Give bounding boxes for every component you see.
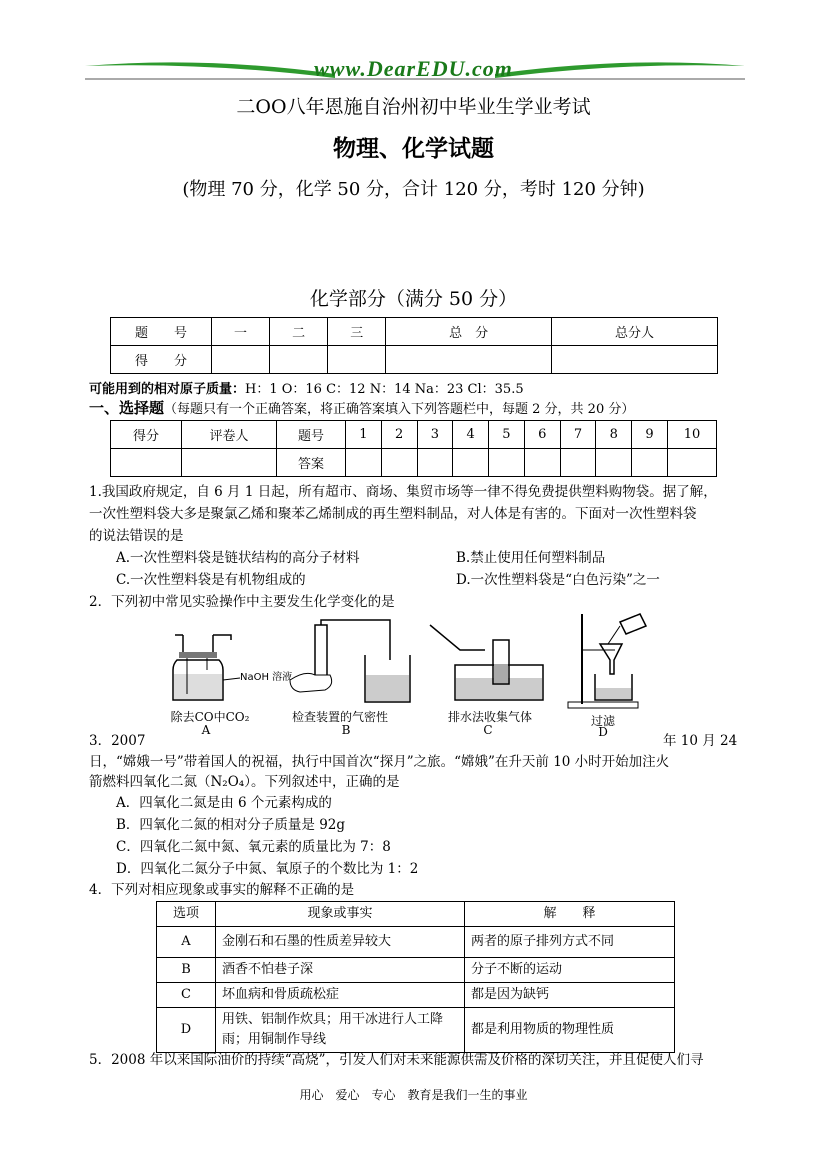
q4-explain-cell: 都是因为缺钙 — [465, 983, 675, 1008]
answer-header-cell: 1 — [346, 421, 382, 449]
answer-input-cell[interactable] — [560, 449, 596, 477]
q3-option-a[interactable]: A．四氧化二氮是由 6 个元素构成的 — [116, 795, 332, 811]
answer-input-cell[interactable] — [417, 449, 453, 477]
q4-explain-cell: 分子不断的运动 — [465, 958, 675, 983]
naoh-label: NaOH 溶液 — [240, 672, 293, 683]
q3-option-b[interactable]: B．四氧化二氮的相对分子质量是 92g — [116, 817, 346, 833]
q3-option-d[interactable]: D．四氧化二氮分子中氮、氧原子的个数比为 1：2 — [116, 861, 419, 877]
answer-input-cell[interactable] — [453, 449, 489, 477]
q4-fact-cell: 酒香不怕巷子深 — [216, 958, 465, 983]
answer-input-cell[interactable] — [668, 449, 717, 477]
answer-header-cell: 6 — [524, 421, 560, 449]
answer-header-cell: 8 — [596, 421, 632, 449]
q4-option-cell: A — [157, 927, 216, 958]
figure-b-caption: 检查装置的气密性 — [291, 710, 388, 724]
answer-header-cell: 3 — [417, 421, 453, 449]
answer-header-cell: 4 — [453, 421, 489, 449]
answer-table — [110, 420, 717, 477]
answer-input-cell[interactable] — [381, 449, 417, 477]
q3-stem-line: 日，“嫦娥一号”带着国人的祝福，执行中国首次“探月”之旅。“嫦娥”在升天前 10 小时开始加注火 — [89, 754, 670, 770]
page-footer: 用心 爱心 专心 教育是我们一生的事业 — [299, 1088, 528, 1102]
table-row — [157, 902, 675, 927]
score-input-cell[interactable] — [386, 346, 552, 374]
water-displacement-figure — [425, 620, 545, 708]
q5-stem-line: 5．2008 年以来国际油价的持续“高烧”，引发人们对未来能源供需及价格的深切关注，并且促使人们寻 — [89, 1052, 704, 1068]
score-table-cell: 二 — [270, 318, 328, 346]
q1-option-b[interactable]: B.禁止使用任何塑料制品 — [456, 550, 606, 566]
q4-fact-cell: 金刚石和石墨的性质差异较大 — [216, 927, 465, 958]
atomic-mass-values: H：1 O：16 C：12 N：14 Na：23 Cl：35.5 — [245, 382, 524, 397]
table-row — [157, 983, 675, 1008]
answer-header-cell: 9 — [632, 421, 668, 449]
answer-header-cell: 得分 — [111, 421, 182, 449]
q1-option-c[interactable]: C.一次性塑料袋是有机物组成的 — [116, 572, 306, 588]
answer-input-cell[interactable] — [596, 449, 632, 477]
q1-option-d[interactable]: D.一次性塑料袋是“白色污染”之一 — [456, 572, 660, 588]
q4-option-cell: B — [157, 958, 216, 983]
exam-title: 二OO八年恩施自治州初中毕业生学业考试 — [236, 96, 591, 118]
score-input-cell[interactable] — [270, 346, 328, 374]
q4-fact-cell: 用铁、铝制作炊具；用干冰进行人工降雨；用铜制作导线 — [216, 1008, 465, 1053]
answer-header-cell: 题号 — [277, 421, 346, 449]
score-table-cell: 总 分 — [386, 318, 552, 346]
figure-a-caption: 除去CO中CO₂ — [170, 710, 250, 724]
score-table — [110, 317, 718, 374]
answer-header-cell: 评卷人 — [182, 421, 277, 449]
answer-header-cell: 10 — [668, 421, 717, 449]
score-input-cell[interactable] — [212, 346, 270, 374]
q3-stem-line: 箭燃料四氧化二氮（N₂O₄）。下列叙述中，正确的是 — [89, 774, 400, 790]
figure-a-letter: A — [201, 723, 211, 737]
banner-logo[interactable]: www.DearEDU.com — [314, 56, 513, 81]
q4-header-cell: 解 释 — [465, 902, 675, 927]
table-row — [111, 421, 717, 449]
exam-subject: 物理、化学试题 — [333, 135, 494, 162]
q1-stem-line: 的说法错误的是 — [89, 528, 184, 544]
score-input-cell[interactable] — [328, 346, 386, 374]
q1-option-a[interactable]: A.一次性塑料袋是链状结构的高分子材料 — [116, 550, 360, 566]
answer-input-cell[interactable] — [489, 449, 525, 477]
airtightness-check-figure — [285, 620, 415, 708]
q3-stem-line: 3．2007 — [89, 733, 146, 749]
score-table-cell: 三 — [328, 318, 386, 346]
q4-stem: 4．下列对相应现象或事实的解释不正确的是 — [89, 882, 355, 898]
atomic-mass-label: 可能用到的相对原子质量： — [89, 382, 246, 397]
score-table-cell: 得 分 — [111, 346, 212, 374]
exam-info: (物理 70 分，化学 50 分，合计 120 分，考时 120 分钟) — [182, 179, 645, 200]
score-input-cell[interactable] — [552, 346, 718, 374]
figure-c-letter: C — [483, 723, 493, 737]
figure-d-letter: D — [598, 725, 608, 739]
answer-header-cell: 7 — [560, 421, 596, 449]
q4-explain-cell: 两者的原子排列方式不同 — [465, 927, 675, 958]
answer-header-cell: 5 — [489, 421, 525, 449]
table-row — [157, 927, 675, 958]
q2-stem: 2．下列初中常见实验操作中主要发生化学变化的是 — [89, 594, 395, 610]
part1-instruction: （每题只有一个正确答案，将正确答案填入下列答题栏中，每题 2 分，共 20 分） — [164, 402, 635, 417]
q4-table — [156, 901, 675, 1053]
q1-stem-line: 1.我国政府规定，自 6 月 1 日起，所有超市、商场、集贸市场等一律不得免费提供塑料购物袋。据了解， — [89, 484, 717, 500]
q4-header-cell: 现象或事实 — [216, 902, 465, 927]
filtration-figure — [560, 612, 650, 712]
section-title: 化学部分（满分 50 分） — [309, 288, 518, 310]
table-row — [111, 449, 717, 477]
score-table-cell: 题 号 — [111, 318, 212, 346]
score-input-cell[interactable] — [111, 449, 182, 477]
part1-title: 一、选择题 — [89, 399, 165, 417]
answer-input-cell[interactable] — [632, 449, 668, 477]
table-row — [111, 346, 718, 374]
table-row — [157, 1008, 675, 1053]
q4-header-cell: 选项 — [157, 902, 216, 927]
q4-fact-cell: 坏血病和骨质疏松症 — [216, 983, 465, 1008]
score-table-cell: 总分人 — [552, 318, 718, 346]
atomic-mass-note — [89, 378, 524, 397]
figure-d-caption: 过滤 — [590, 714, 615, 728]
q1-stem-line: 一次性塑料袋大多是聚氯乙烯和聚苯乙烯制成的再生塑料制品，对人体是有害的。下面对一次性塑料袋 — [89, 506, 697, 522]
figure-c-caption: 排水法收集气体 — [447, 710, 532, 724]
answer-label-cell: 答案 — [277, 449, 346, 477]
gas-washing-bottle-figure — [165, 630, 293, 705]
figure-b-letter: B — [341, 723, 351, 737]
table-row — [157, 958, 675, 983]
q4-option-cell: D — [157, 1008, 216, 1053]
q3-stem-line: 年 10 月 24 — [663, 733, 738, 749]
q3-option-c[interactable]: C．四氧化二氮中氮、氧元素的质量比为 7：8 — [116, 839, 391, 855]
grader-input-cell[interactable] — [182, 449, 277, 477]
part1-heading — [89, 398, 634, 420]
answer-input-cell[interactable] — [346, 449, 382, 477]
q4-option-cell: C — [157, 983, 216, 1008]
q4-explain-cell: 都是利用物质的物理性质 — [465, 1008, 675, 1053]
answer-input-cell[interactable] — [524, 449, 560, 477]
answer-header-cell: 2 — [381, 421, 417, 449]
score-table-cell: 一 — [212, 318, 270, 346]
table-row — [111, 318, 718, 346]
